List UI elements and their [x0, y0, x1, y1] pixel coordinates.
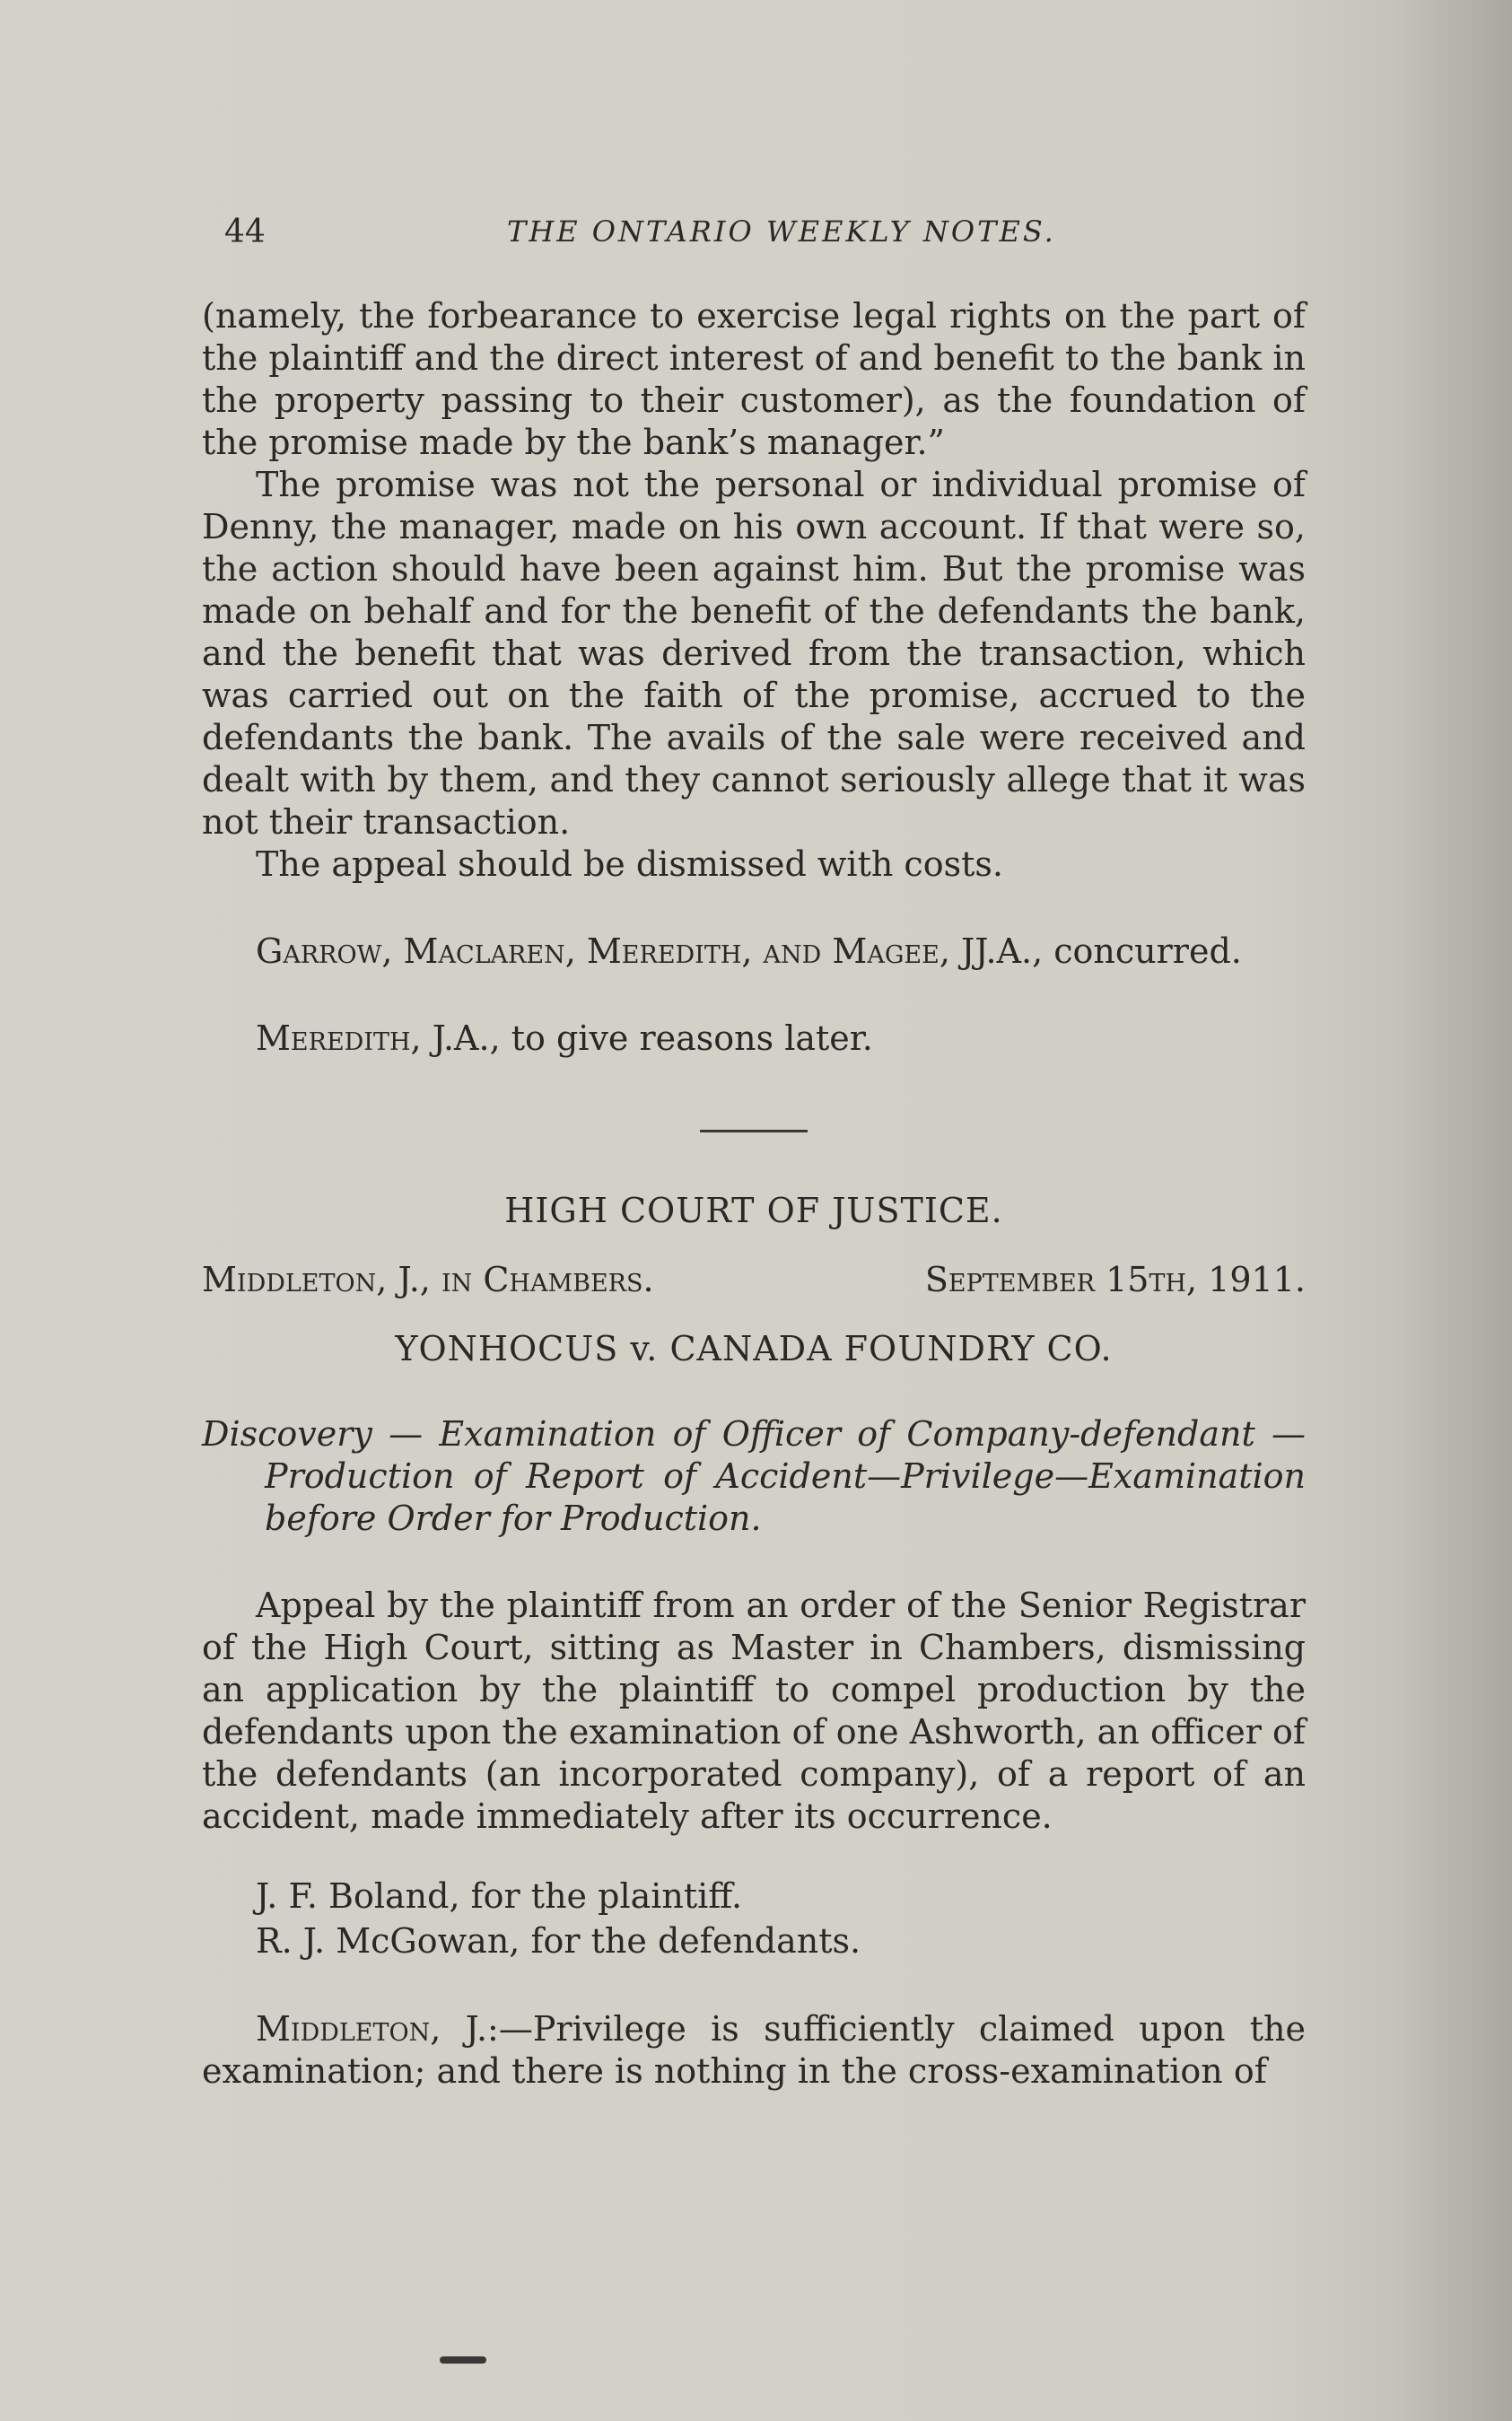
reasons-note: [202, 1018, 1306, 1060]
reasons-text: , J.A., to give reasons later.: [410, 1018, 873, 1058]
page-number: 44: [224, 214, 266, 250]
counsel-list: [202, 1874, 1306, 1963]
chambers-judge: [202, 1259, 654, 1301]
paragraph-3: The appeal should be dismissed with costs.: [256, 844, 1003, 884]
page-content: [202, 211, 1306, 2093]
paragraph-1: (namely, the forbearance to exercise legal rights on the part of the plaintiff and the direct interest of and benefit to the bank in the property passing to their customer), as the foundation of the promise made by the bank’s manager.”: [202, 296, 1306, 462]
judgment-opening: [202, 2008, 1306, 2093]
concurring-judges: Garrow, Maclaren, Meredith, and Magee: [256, 931, 940, 971]
chambers-judge-name: Middleton: [202, 1260, 377, 1299]
court-heading: HIGH COURT OF JUSTICE.: [504, 1191, 1003, 1230]
date-day: 15th: [1106, 1260, 1187, 1299]
ink-blemish: [440, 2356, 486, 2364]
chambers-line: [202, 1259, 1306, 1301]
appeal-summary: Appeal by the plaintiff from an order of the Senior Registrar of the High Court, sitting as Master in Chambers, dismissing an application by the plaintiff to compel production by the defendants upon the examination of one Ashworth, an officer of the defendants (an incorporated company), of a report of an accident, made immediately after its occurrence.: [202, 1586, 1306, 1836]
judgment-judge: Middleton: [256, 2009, 431, 2049]
concurrence: [202, 931, 1306, 973]
running-header: [202, 211, 1306, 265]
counsel-defendants: R. J. McGowan, for the defendants.: [256, 1921, 861, 1961]
counsel-plaintiff: J. F. Boland, for the plaintiff.: [256, 1876, 743, 1916]
chambers-label: in Chambers.: [441, 1260, 654, 1299]
journal-title: THE ONTARIO WEEKLY NOTES.: [507, 214, 1056, 249]
reasons-judge: Meredith: [256, 1018, 411, 1058]
judgment-text: , J.:—Privilege is sufficiently claimed upon the examination; and there is nothing in the cross-examination of: [202, 2009, 1306, 2091]
case-title: YONHOCUS v. CANADA FOUNDRY CO.: [395, 1329, 1113, 1368]
date-year: , 1911.: [1186, 1260, 1306, 1299]
date-month: September: [924, 1260, 1096, 1299]
paragraph-2: The promise was not the personal or individual promise of Denny, the manager, made on his own account. If that were so, the action should have been against him. But the promise was made on behalf and for the benefit of the defendants the bank, and the benefit that was derived from the transaction, which was carried out on the faith of the promise, accrued to the defendants the bank. The avails of the sale were received and dealt with by them, and they cannot seriously allege that it was not their transaction.: [202, 465, 1306, 842]
section-divider: [700, 1130, 808, 1132]
chambers-judge-mid: , J.,: [376, 1260, 441, 1299]
decision-date: [925, 1259, 1306, 1301]
concurrence-text: , JJ.A., concurred.: [939, 931, 1242, 971]
headnote: Discovery — Examination of Officer of Company-defendant —Production of Report of Accident—Privilege—Examination before Order for Production.: [202, 1414, 1306, 1538]
